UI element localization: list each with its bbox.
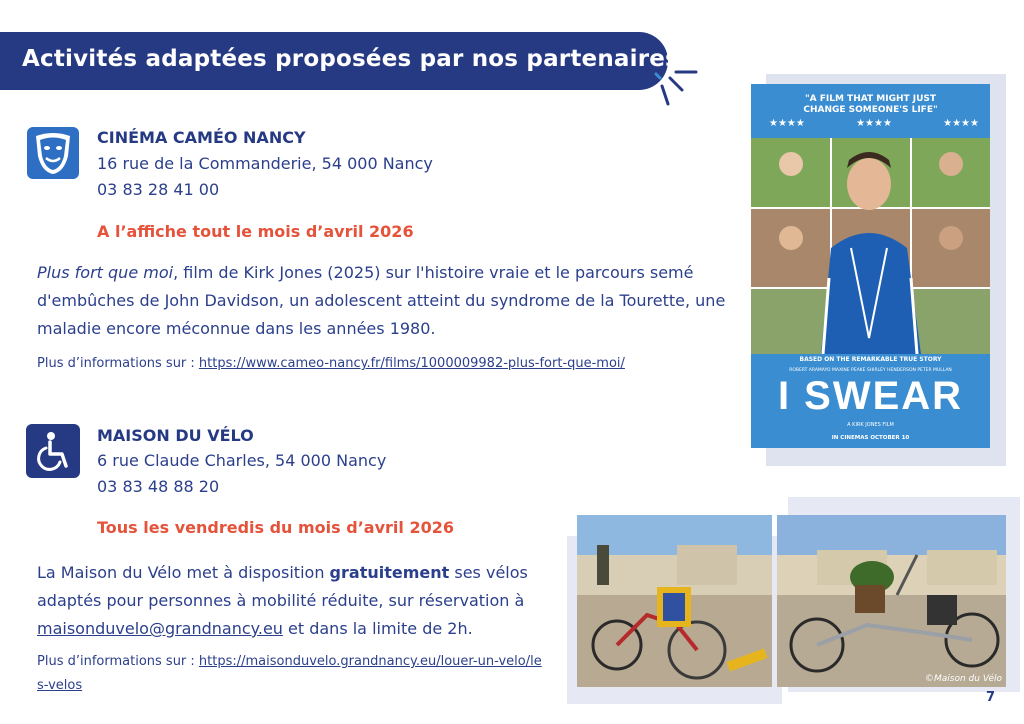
velo-phone: 03 83 48 88 20 xyxy=(97,477,220,496)
theatre-masks-icon xyxy=(26,126,80,180)
page-number: 7 xyxy=(986,690,996,705)
velo-link[interactable]: https://maisonduvelo.grandnancy.eu/louer-un-velo/les-velos xyxy=(37,654,542,693)
poster-cast: ROBERT ARAMAYO MAXINE PEAKE SHIRLEY HENDERSON PETER MULLAN xyxy=(789,368,952,373)
velo-email-link[interactable]: maisonduvelo@grandnancy.eu xyxy=(37,619,283,638)
cinema-highlight: A l’affiche tout le mois d’avril 2026 xyxy=(97,222,414,241)
more-info-label: Plus d’informations sur : xyxy=(37,356,199,371)
velo-desc-part3: et dans la limite de 2h. xyxy=(282,619,473,638)
cinema-name: CINÉMA CAMÉO NANCY xyxy=(97,128,306,147)
velo-desc-bold: gratuitement xyxy=(329,563,450,582)
velo-desc-part2: ses vélos adaptés pour personnes à mobilité réduite, sur réservation à xyxy=(37,563,528,610)
velo-description xyxy=(37,559,557,643)
cinema-more-info xyxy=(37,352,737,376)
poster-stars: ★★★★ xyxy=(769,118,805,129)
poster-title: I SWEAR xyxy=(777,374,964,418)
more-info-label: Plus d’informations sur : xyxy=(37,654,199,669)
film-title: Plus fort que moi xyxy=(37,263,174,282)
wheelchair-icon xyxy=(26,424,80,478)
film-description: , film de Kirk Jones (2025) sur l'histoire vraie et le parcours semé d'embûches de John Davidson, un adolescent atteint du syndrome de la Tourette, une maladie encore méconnue dans les années 1980. xyxy=(37,263,726,338)
velo-name: MAISON DU VÉLO xyxy=(97,426,254,445)
poster-photo xyxy=(751,138,990,354)
velo-more-info xyxy=(37,650,547,698)
spark-decoration xyxy=(652,66,702,114)
cinema-phone: 03 83 28 41 00 xyxy=(97,180,220,199)
poster-release: IN CINEMAS OCTOBER 10 xyxy=(831,435,910,441)
velo-highlight: Tous les vendredis du mois d’avril 2026 xyxy=(97,518,454,537)
tricycle-photo xyxy=(777,515,1006,687)
poster-director: A KIRK JONES FILM xyxy=(847,422,894,428)
poster-stars: ★★★★ xyxy=(856,118,892,129)
poster-quote-1: "A FILM THAT MIGHT JUST xyxy=(804,94,937,104)
header-banner xyxy=(0,32,679,90)
cinema-description xyxy=(37,259,739,343)
poster-quote-2: CHANGE SOMEONE'S LIFE" xyxy=(803,105,938,115)
poster-stars: ★★★★ xyxy=(943,118,979,129)
cinema-link[interactable]: https://www.cameo-nancy.fr/films/1000009982-plus-fort-que-moi/ xyxy=(198,356,625,371)
page-title: Activités adaptées proposées par nos partenaires xyxy=(22,46,679,72)
adapted-bike-photo xyxy=(577,515,772,687)
cinema-address: 16 rue de la Commanderie, 54 000 Nancy xyxy=(97,154,433,173)
poster-based-on: BASED ON THE REMARKABLE TRUE STORY xyxy=(799,356,942,363)
film-poster xyxy=(751,84,990,448)
velo-desc-part1: La Maison du Vélo met à disposition xyxy=(37,563,330,582)
velo-address: 6 rue Claude Charles, 54 000 Nancy xyxy=(97,451,387,470)
photo-credit: ©Maison du Vélo xyxy=(925,674,1002,684)
